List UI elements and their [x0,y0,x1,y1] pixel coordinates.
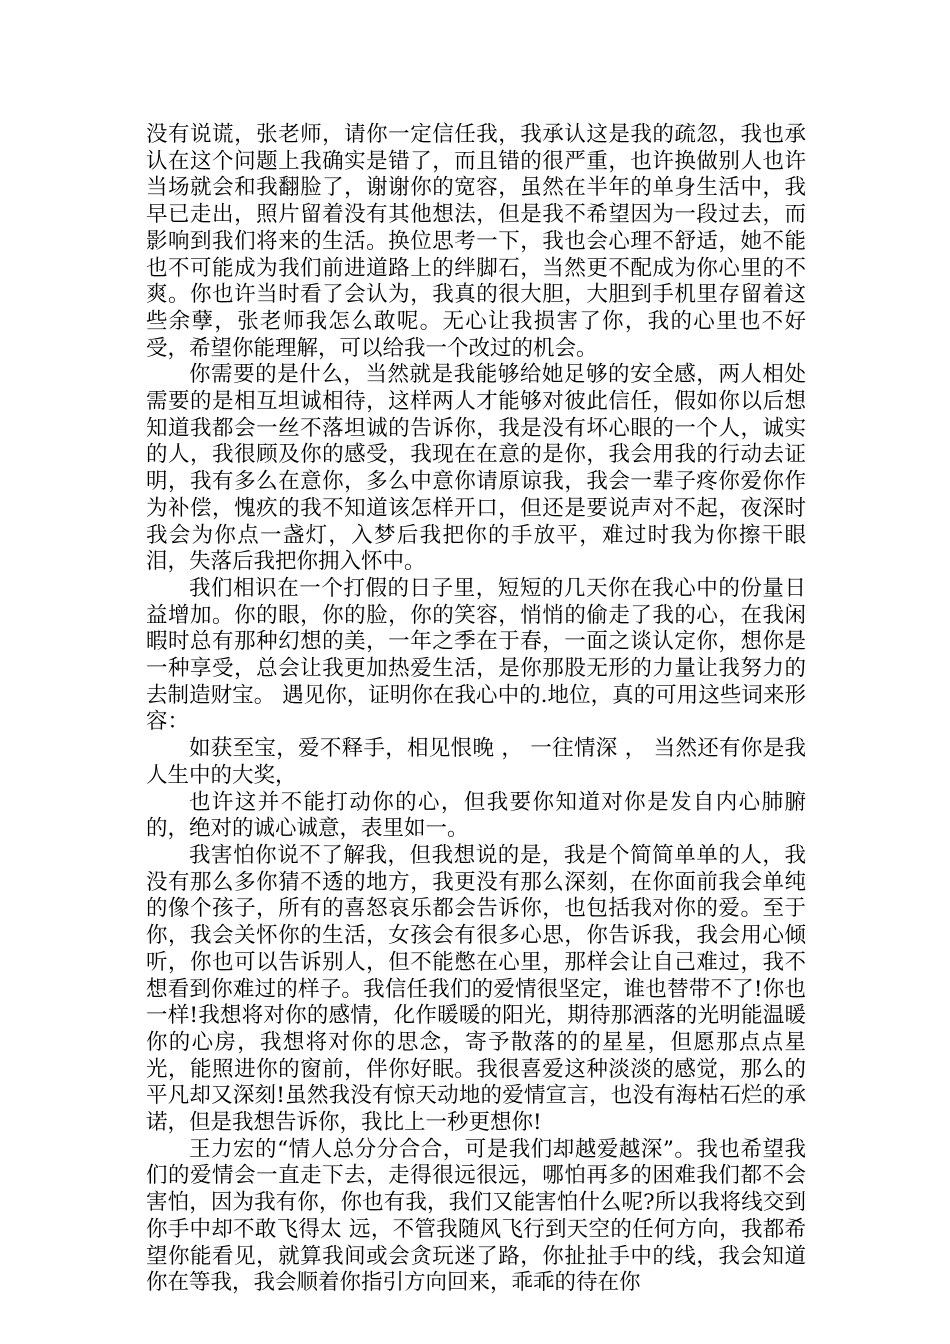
paragraph-4: 如获至宝，爱不释手，相见恨晚 ， 一往情深 ， 当然还有你是我人生中的大奖， [146,736,806,788]
paragraph-1: 没有说谎，张老师，请你一定信任我，我承认这是我的疏忽，我也承认在这个问题上我确实是错了，而且错的很严重，也许换做别人也许当场就会和我翻脸了，谢谢你的宽容，虽然在半年的单身生活中，我早已走出，照片留着没有其他想法，但是我不希望因为一段过去，而影响到我们将来的生活。换位思考一下，我也会心理不舒适，她不能也不可能成为我们前进道路上的绊脚石，当然更不配成为你心里的不爽。你也许当时看了会认为，我真的很大胆，大胆到手机里存留着这些余孽，张老师我怎么敢呢。无心让我损害了你，我的心里也不好受，希望你能理解，可以给我一个改过的机会。 [146,122,806,361]
paragraph-2: 你需要的是什么，当然就是我能够给她足够的安全感，两人相处需要的是相互坦诚相待，这样两人才能够对彼此信任，假如你以后想知道我都会一丝不落坦诚的告诉你，我是没有坏心眼的一个人，诚实的人，我很顾及你的感受，我现在在意的是你，我会用我的行动去证明，我有多么在意你，多么中意你请原谅我，我会一辈子疼你爱你作为补偿，愧疚的我不知道该怎样开口，但还是要说声对不起，夜深时我会为你点一盏灯，入梦后我把你的手放平，难过时我为你擦干眼泪，失落后我把你拥入怀中。 [146,362,806,575]
paragraph-5: 也许这并不能打动你的心，但我要你知道对你是发自内心肺腑的，绝对的诚心诚意，表里如一。 [146,789,806,842]
paragraph-6: 我害怕你说不了解我，但我想说的是，我是个简简单单的人，我没有那么多你猜不透的地方，我更没有那么深刻，在你面前我会单纯的像个孩子，所有的喜怒哀乐都会告诉你，也包括我对你的爱。至于你，我会关怀你的生活，女孩会有很多心思，你告诉我，我会用心倾听，你也可以告诉别人，但不能憋在心里，那样会让自己难过，我不想看到你难过的样子。我信任我们的爱情很坚定，谁也替带不了!你也一样!我想将对你的感情，化作暖暖的阳光，期待那洒落的光明能温暖你的心房，我想将对你的思念，寄予散落的的星星，但愿那点点星光，能照进你的窗前，伴你好眠。我很喜爱这种淡淡的感觉，那么的平凡却又深刻!虽然我没有惊天动地的爱情宣言，也没有海枯石烂的承诺，但是我想告诉你，我比上一秒更想你! [146,842,806,1136]
paragraph-7: 王力宏的“情人总分分合合，可是我们却越爱越深”。我也希望我们的爱情会一直走下去，走得很远很远，哪怕再多的困难我们都不会害怕，因为我有你，你也有我，我们又能害怕什么呢?所以我将线交到你手中却不敢飞得太 远，不管我随风飞行到天空的任何方向，我都希望你能看见，就算我间或会贪玩迷了路，你扯扯手中的线，我会知道你在等我，我会顺着你指引方向回来，乖乖的待在你 [146,1136,806,1296]
paragraph-3: 我们相识在一个打假的日子里，短短的几天你在我心中的份量日益增加。你的眼，你的脸，你的笑容，悄悄的偷走了我的心，在我闲暇时总有那种幻想的美，一年之季在于春，一面之谈认定你，想你是一种享受，总会让我更加热爱生活，是你那股无形的力量让我努力的去制造财宝。 遇见你，证明你在我心中的.地位，真的可用这些词来形容： [146,575,806,735]
document-body [146,122,806,1297]
